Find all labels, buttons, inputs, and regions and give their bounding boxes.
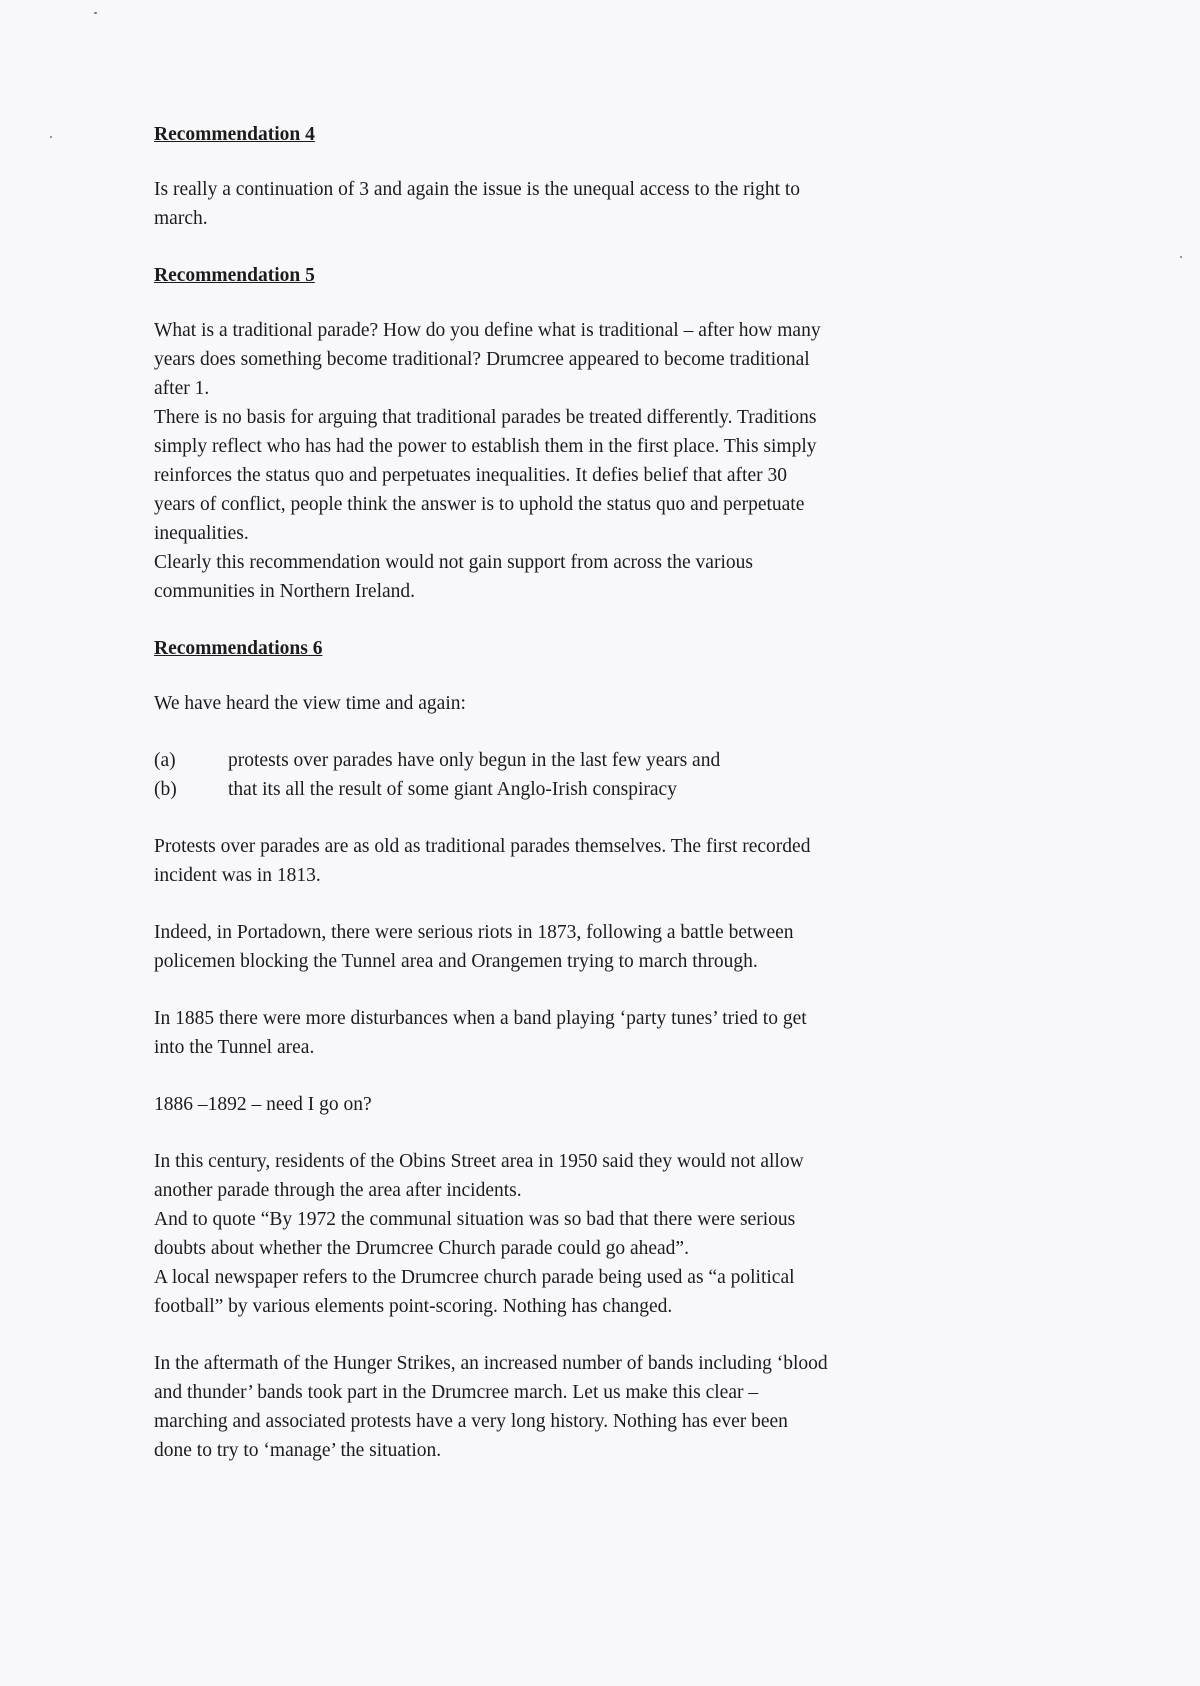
list-item — [154, 746, 1014, 775]
text-line: What is a traditional parade? How do you define what is traditional – after how many — [154, 320, 821, 341]
paragraph — [154, 1147, 1014, 1321]
scan-speck — [94, 12, 97, 14]
text-line: incident was in 1813. — [154, 865, 321, 886]
text-line: football” by various elements point-scoring. Nothing has changed. — [154, 1296, 673, 1317]
section-heading: Recommendation 5 — [154, 265, 315, 286]
paragraph — [154, 1349, 1014, 1465]
text-line: And to quote “By 1972 the communal situation was so bad that there were serious — [154, 1209, 796, 1230]
text-line: years of conflict, people think the answer is to uphold the status quo and perpetuate — [154, 494, 805, 515]
text-line: done to try to ‘manage’ the situation. — [154, 1440, 442, 1461]
list-label: (a) — [154, 750, 176, 771]
text-line: In this century, residents of the Obins Street area in 1950 said they would not allow — [154, 1151, 804, 1172]
text-line: after 1. — [154, 378, 210, 399]
text-line: another parade through the area after incidents. — [154, 1180, 522, 1201]
paragraph — [154, 1090, 1014, 1119]
text-line: In 1885 there were more disturbances when a band playing ‘party tunes’ tried to get — [154, 1008, 807, 1029]
text-line: simply reflect who has had the power to establish them in the first place. This simply — [154, 436, 817, 457]
section-heading: Recommendation 4 — [154, 124, 315, 145]
text-line: There is no basis for arguing that traditional parades be treated differently. Traditions — [154, 407, 817, 428]
text-line: We have heard the view time and again: — [154, 693, 466, 714]
list-text: that its all the result of some giant Anglo-Irish conspiracy — [228, 779, 677, 800]
paragraph — [154, 832, 1014, 890]
text-line: Is really a continuation of 3 and again the issue is the unequal access to the right to — [154, 179, 801, 200]
text-line: years does something become traditional? Drumcree appeared to become traditional — [154, 349, 810, 370]
text-line: Indeed, in Portadown, there were serious riots in 1873, following a battle between — [154, 922, 794, 943]
text-line: inequalities. — [154, 523, 249, 544]
scan-speck — [50, 136, 52, 138]
text-line: march. — [154, 208, 208, 229]
document-body — [154, 120, 1014, 1493]
section-heading: Recommendations 6 — [154, 638, 323, 659]
paragraph — [154, 1004, 1014, 1062]
paragraph — [154, 689, 1014, 718]
text-line: In the aftermath of the Hunger Strikes, an increased number of bands including ‘blood — [154, 1353, 828, 1374]
text-line: into the Tunnel area. — [154, 1037, 315, 1058]
text-line: Clearly this recommendation would not gain support from across the various — [154, 552, 753, 573]
text-line: A local newspaper refers to the Drumcree church parade being used as “a political — [154, 1267, 795, 1288]
text-line: reinforces the status quo and perpetuates inequalities. It defies belief that after 30 — [154, 465, 787, 486]
text-line: and thunder’ bands took part in the Drumcree march. Let us make this clear – — [154, 1382, 759, 1403]
list-text: protests over parades have only begun in the last few years and — [228, 750, 721, 771]
text-line: marching and associated protests have a very long history. Nothing has ever been — [154, 1411, 788, 1432]
paragraph — [154, 316, 1014, 606]
text-line: 1886 –1892 – need I go on? — [154, 1094, 372, 1115]
text-line: policemen blocking the Tunnel area and Orangemen trying to march through. — [154, 951, 758, 972]
paragraph — [154, 175, 1014, 233]
paragraph — [154, 918, 1014, 976]
scan-speck — [1180, 256, 1182, 258]
list — [154, 746, 1014, 804]
text-line: communities in Northern Ireland. — [154, 581, 416, 602]
text-line: Protests over parades are as old as traditional parades themselves. The first recorded — [154, 836, 811, 857]
text-line: doubts about whether the Drumcree Church parade could go ahead”. — [154, 1238, 689, 1259]
list-label: (b) — [154, 779, 177, 800]
list-item — [154, 775, 1014, 804]
